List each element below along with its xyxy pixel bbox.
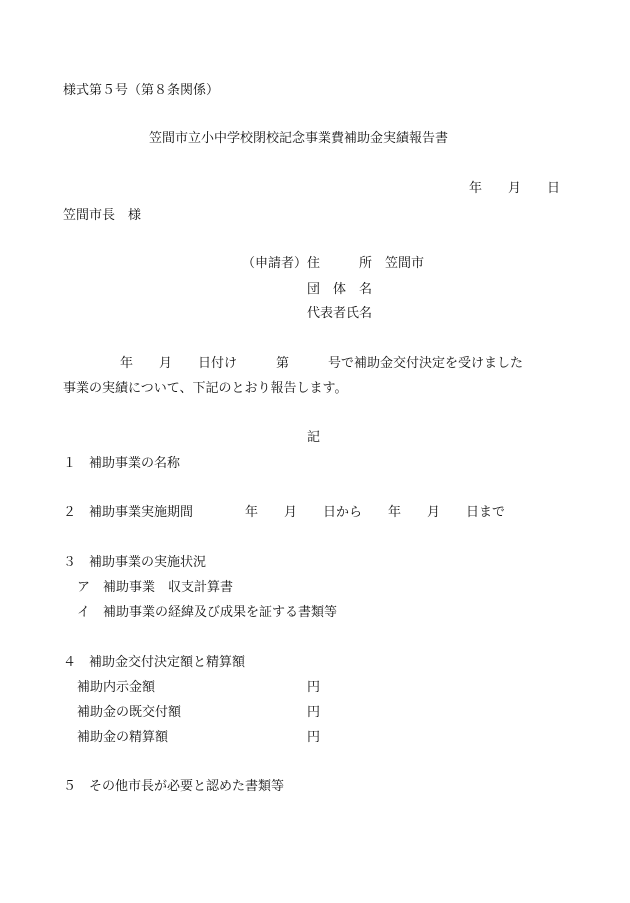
- item-4-row3-unit: 円: [307, 730, 321, 745]
- applicant-address-line: （申請者）住 所 笠間市: [242, 256, 425, 271]
- document-title: 笠間市立小中学校閉校記念事業費補助金実績報告書: [149, 131, 449, 146]
- item-4-row1-unit: 円: [307, 680, 321, 695]
- item-4-heading: ４ 補助金交付決定額と精算額: [63, 655, 246, 670]
- body-line-2: 事業の実績について、下記のとおり報告します。: [63, 381, 348, 396]
- item-3-sub-i: イ 補助事業の経緯及び成果を証する書類等: [77, 605, 338, 620]
- item-4-row3-label: 補助金の精算額: [77, 730, 169, 745]
- applicant-representative-label: 代表者氏名: [307, 306, 373, 321]
- item-4-row1-label: 補助内示金額: [77, 680, 156, 695]
- item-1: １ 補助事業の名称: [63, 456, 181, 471]
- item-2: ２ 補助事業実施期間 年 月 日から 年 月 日まで: [63, 505, 506, 520]
- addressee: 笠間市長 様: [63, 208, 142, 223]
- body-line-1: 年 月 日付け 第 号で補助金交付決定を受けました: [120, 356, 524, 371]
- applicant-group-name-label: 団 体 名: [307, 282, 373, 297]
- item-3-sub-a: ア 補助事業 収支計算書: [77, 580, 234, 595]
- item-4-row2-unit: 円: [307, 705, 321, 720]
- date-line: 年 月 日: [469, 181, 561, 196]
- item-3-heading: ３ 補助事業の実施状況: [63, 555, 207, 570]
- item-5: ５ その他市長が必要と認めた書類等: [63, 779, 285, 794]
- ki-marker: 記: [307, 430, 321, 445]
- form-number: 様式第５号（第８条関係）: [63, 83, 220, 98]
- item-4-row2-label: 補助金の既交付額: [77, 705, 182, 720]
